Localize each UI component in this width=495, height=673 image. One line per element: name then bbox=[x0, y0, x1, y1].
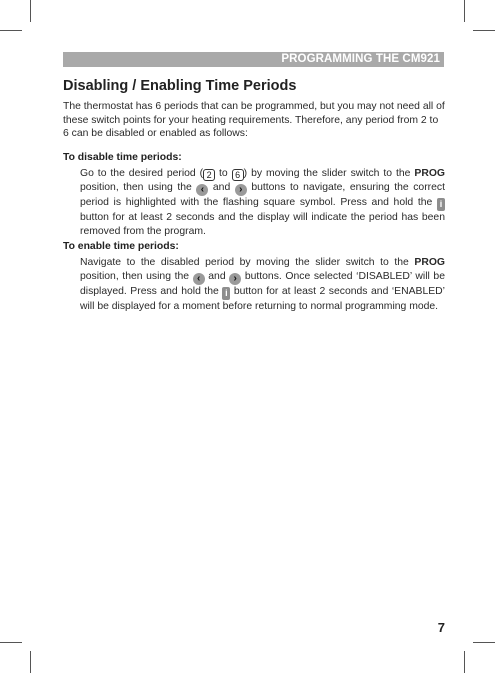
info-button-icon: i bbox=[437, 198, 445, 211]
crop-mark bbox=[0, 30, 22, 31]
page-number: 7 bbox=[437, 620, 445, 635]
info-button-icon: i bbox=[222, 287, 230, 300]
section-title: PROGRAMMING THE CM921 bbox=[281, 53, 440, 65]
text: ) by moving the slider switch to the bbox=[243, 168, 415, 179]
text: position, then using the bbox=[80, 270, 193, 282]
prog-label: PROG bbox=[414, 257, 445, 268]
crop-mark bbox=[30, 651, 31, 673]
period-6-key-icon: 6 bbox=[232, 169, 244, 181]
text: position, then using the bbox=[80, 182, 197, 193]
left-arrow-button-icon: ‹ bbox=[193, 273, 205, 285]
crop-mark bbox=[30, 0, 31, 22]
period-2-key-icon: 2 bbox=[203, 169, 215, 181]
text: Go to the desired period ( bbox=[80, 168, 204, 179]
intro-paragraph: The thermostat has 6 periods that can be programmed, but you may not need all of these switch points for your heating requirements. Therefore, any period from 2 to 6 can be disabled or enabled as follows: bbox=[63, 101, 445, 140]
right-arrow-button-icon: › bbox=[229, 273, 241, 285]
text: and bbox=[208, 182, 235, 193]
crop-mark bbox=[464, 651, 465, 673]
text: button for at least 2 seconds and the display will indicate the period has been removed from the program. bbox=[80, 212, 445, 237]
crop-mark bbox=[473, 30, 495, 31]
disable-instructions bbox=[80, 167, 445, 238]
prog-label: PROG bbox=[414, 168, 445, 179]
text: buttons. Once selected ‘DISABLED’ will be displayed. Press and hold the bbox=[80, 270, 445, 297]
section-header-bar bbox=[63, 52, 444, 67]
crop-mark bbox=[473, 642, 495, 643]
text: button for at least 2 seconds and ‘ENABLED’ will be displayed for a moment before returning to normal programming mode. bbox=[80, 285, 445, 312]
right-arrow-button-icon: › bbox=[235, 184, 247, 196]
crop-mark bbox=[464, 0, 465, 22]
text: Navigate to the disabled period by moving the slider switch to the bbox=[80, 257, 415, 268]
text: and bbox=[204, 270, 230, 282]
crop-mark bbox=[0, 642, 22, 643]
left-arrow-button-icon: ‹ bbox=[196, 184, 208, 196]
page-title: Disabling / Enabling Time Periods bbox=[63, 78, 297, 94]
text: buttons to navigate, ensuring the correct period is highlighted with the flashing square symbol. Press and hold the bbox=[80, 182, 445, 208]
enable-instructions bbox=[80, 256, 445, 313]
enable-heading: To enable time periods: bbox=[63, 241, 179, 252]
disable-heading: To disable time periods: bbox=[63, 152, 182, 163]
text: to bbox=[215, 168, 232, 179]
